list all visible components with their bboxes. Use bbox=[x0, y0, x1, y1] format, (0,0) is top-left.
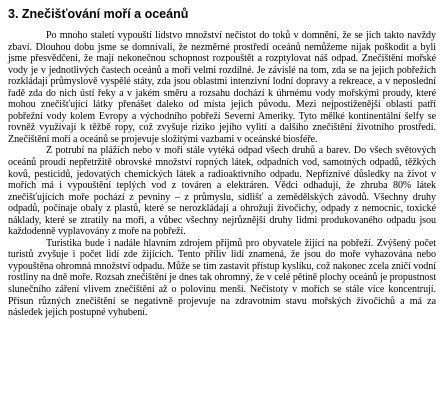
section-heading: 3. Znečišťování moří a oceánů bbox=[8, 7, 189, 21]
paragraph-2: Z potrubí na plážích nebo v moři stále vytéká odpad všech druhů a barev. Do všech světových oceánů proudí nepřetržitě obrovské množství ropných látek, odpadních vod, samotných odpadů, těžkých kovů, pesticidů, jedovatých chemických látek a radioaktivního odpadu. Nepříznivé důsledky na život v mořích má i vypouštění teplých vod z továren a elektráren. Vědci odhadují, že zhruba 80% látek znečišťujících moře pochází z pevniny – z průmyslu, sídlišť a zemědělských závodů. Všechny druhy odpadů, počínaje obaly z plastů, které se nerozkládají a ohrožují živočichy, odpady z nemocnic, toxické náklady, které se ztratily na moři, a vůbec všechny nejrůznější druhy lidmi produkovaného odpadu jsou každodenně vyplavovány z moře na pobřeží. bbox=[8, 145, 436, 238]
paragraph-3: Turistika bude i nadále hlavním zdrojem příjmů pro obyvatele žijící na pobřeží. Zvýšený počet turistů zvyšuje i počet lidí zde žijících. Tento příliv lidí znamená, že jsou do moře vyhazována nebo vypouštěna ohromná množství odpadu. Může se tím zastavit přístup kyslíku, což nakonec zcela zničí vodní rostliny na dně moře. Rozsah znečištění je dnes tak ohromný, že v celé pětině plochy oceánů je propustnost slunečního záření vlivem znečištění až o polovinu menší. Nečistoty v mořích se stále více koncentrují. Přísun různých znečištění se negativně projevuje na zdravotním stavu mořských živočichů a má za následek jejich postupné vyhubení. bbox=[8, 237, 436, 319]
paragraph-1: Po mnoho staletí vypouští lidstvo množství nečistot do toků v domnění, že se jich takto navždy zbaví. Dlouhou dobu jsme se domnívali, že nezměrné prostředí oceánů nemůžeme nijak poškodit a byli jsme přesvědčeni, že mají nekonečnou schopnost rozpouštět a rozptylovat náš odpad. Znečištění mořské vody je v jednotlivých častech oceánů a moří velmi rozdílné. Je závislé na tom, zda se na jejich pobřežích rozkládají průmyslově vyspělé státy, zda jsou oblastmi intenzivní lodní dopravy a rekreace, a v neposlední řadě zda do nich ústí řeky a v jakém směru a rozsahu dochází k úhrnému vody mořskými proudy, které mohou znečišťující látky přenášet daleko od místa jejich původu. Mezi nejpostiženější oblasti patří pobřežní vody kolem Evropy a východního pobřeží Severní Ameriky. Tyto mělké kontinentální šelfy se rovněž využívají k těžbě ropy, což zvyšuje riziko jejího vylití a dalšího znečištění životního prostředí. Znečištění moří a oceánů se projevuje složitými vazbami v oceánské biosféře. bbox=[8, 30, 436, 145]
